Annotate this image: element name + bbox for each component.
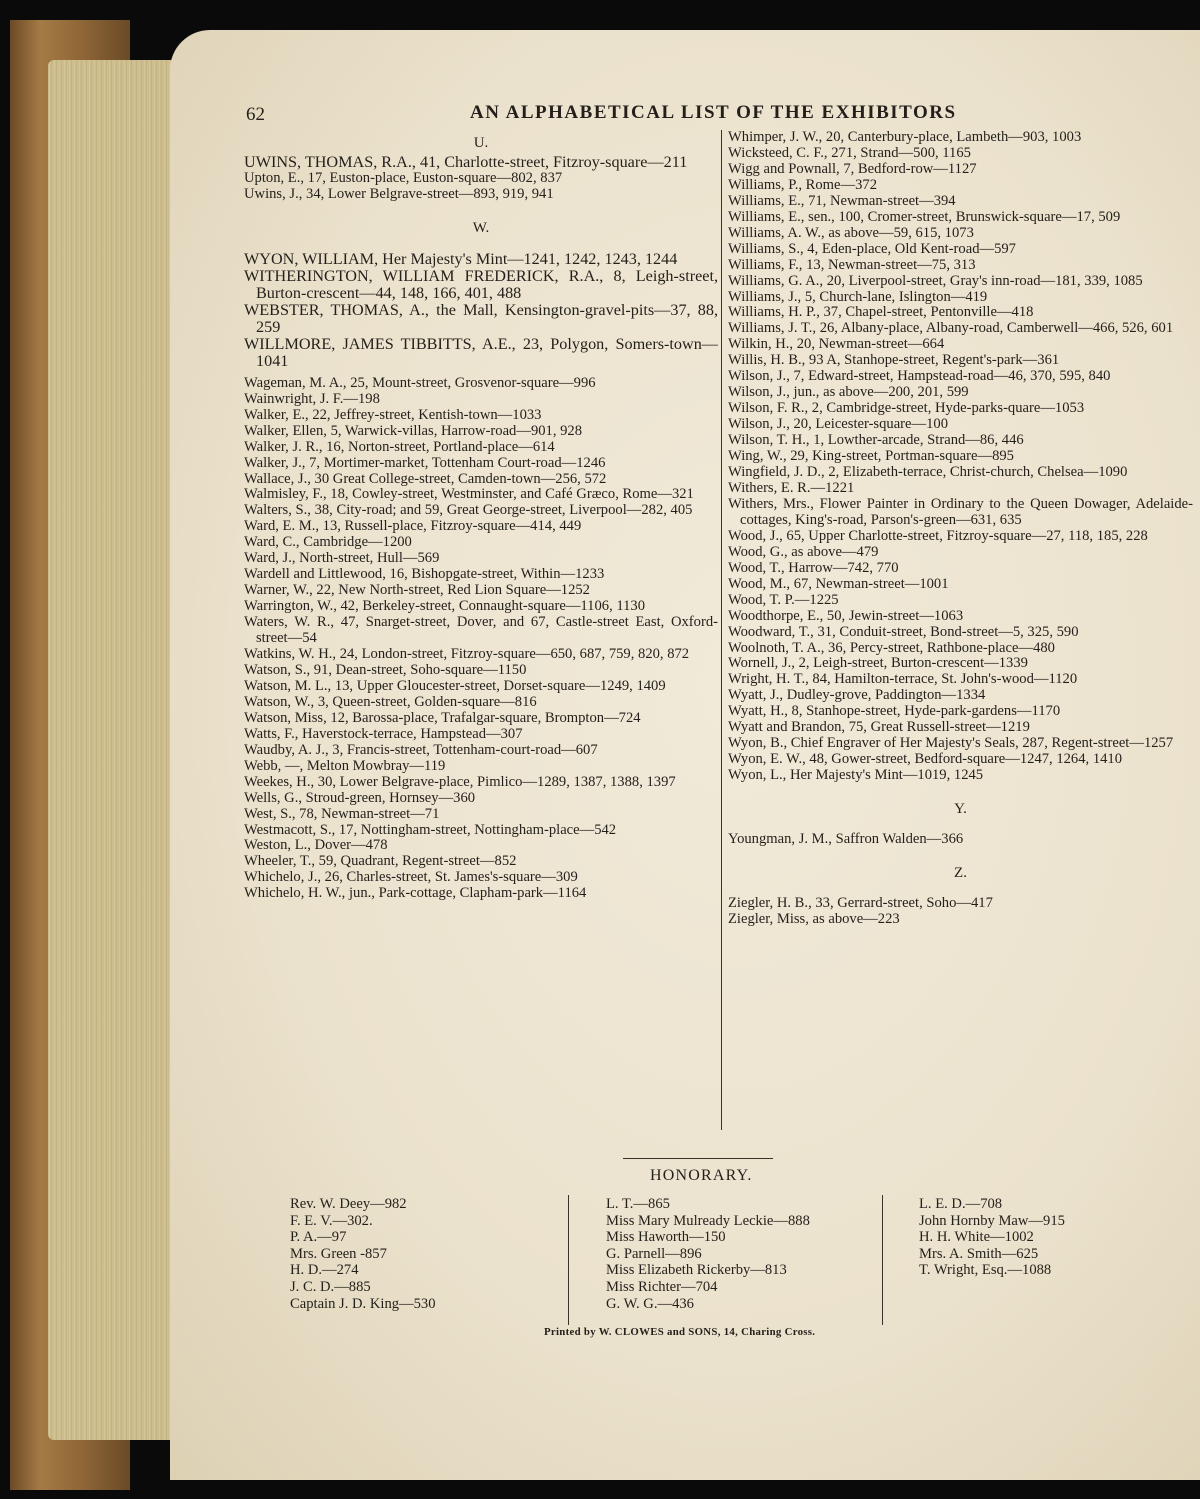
column-divider [721,130,722,1130]
exhibitor-entry: Wilkin, H., 20, Newman-street—664 [728,336,945,353]
exhibitor-entry: Walmisley, F., 18, Cowley-street, Westminster, and Café Græco, Rome—321 [244,486,694,503]
exhibitor-entry: Webb, —, Melton Mowbray—119 [244,757,446,774]
exhibitor-entry: Youngman, J. M., Saffron Walden—366 [728,831,964,848]
honorary-entry: Miss Mary Mulready Leckie—888 [606,1212,810,1229]
exhibitor-column-right [728,130,1193,928]
exhibitor-entry: Wells, G., Stroud-green, Hornsey—360 [244,789,476,806]
exhibitor-entry: Upton, E., 17, Euston-place, Euston-square—802, 837 [244,169,563,186]
exhibitor-entry: Wallace, J., 30 Great College-street, Camden-town—256, 572 [244,470,607,487]
exhibitor-entry: WYON, WILLIAM, Her Majesty's Mint—1241, 1242, 1243, 1244 [244,249,678,268]
exhibitor-entry: Wilson, J., 20, Leicester-square—100 [728,416,948,433]
exhibitor-entry: Wigg and Pownall, 7, Bedford-row—1127 [728,160,977,177]
exhibitor-entry: Wilson, F. R., 2, Cambridge-street, Hyde-parks-quare—1053 [728,400,1085,417]
exhibitor-entry: Weston, L., Dover—478 [244,837,388,854]
exhibitor-entry: Willis, H. B., 93 A, Stanhope-street, Regent's-park—361 [728,352,1060,369]
exhibitor-entry: WEBSTER, THOMAS, A., the Mall, Kensington-gravel-pits—37, 88, 259 [244,300,718,336]
honorary-divider [882,1195,883,1325]
exhibitor-entry: Wyon, L., Her Majesty's Mint—1019, 1245 [728,767,984,784]
honorary-entry: H. D.—274 [290,1262,359,1279]
honorary-entry: T. Wright, Esq.—1088 [919,1262,1052,1279]
exhibitor-entry: Ward, J., North-street, Hull—569 [244,550,440,567]
exhibitor-entry: Westmacott, S., 17, Nottingham-street, Nottingham-place—542 [244,821,617,838]
exhibitor-entry: Wood, G., as above—479 [728,543,879,560]
honorary-column-1 [290,1196,436,1312]
exhibitor-entry: Wilson, J., 7, Edward-street, Hampstead-road—46, 370, 595, 840 [728,368,1111,385]
exhibitor-entry: Uwins, J., 34, Lower Belgrave-street—893, 919, 941 [244,185,554,202]
exhibitor-entry: Withers, Mrs., Flower Painter in Ordinary to the Queen Dowager, Adelaide-cottages, King's-road, Parson's-green—631, 635 [728,495,1193,528]
exhibitor-entry: Walker, J. R., 16, Norton-street, Portland-place—614 [244,438,555,455]
exhibitor-entry: Wornell, J., 2, Leigh-street, Burton-crescent—1339 [728,655,1028,672]
section-letter: Z. [954,864,967,881]
exhibitor-entry: Walker, J., 7, Mortimer-market, Tottenham Court-road—1246 [244,454,606,471]
exhibitor-entry: WITHERINGTON, WILLIAM FREDERICK, R.A., 8, Leigh-street, Burton-crescent—44, 148, 166, 401, 488 [244,266,718,302]
exhibitor-entry: Wageman, M. A., 25, Mount-street, Grosvenor-square—996 [244,374,596,391]
honorary-entry: L. T.—865 [606,1196,670,1212]
exhibitor-entry: Whimper, J. W., 20, Canterbury-place, Lambeth—903, 1003 [728,129,1082,145]
honorary-title: HONORARY. [650,1167,753,1184]
exhibitor-entry: WILLMORE, JAMES TIBBITTS, A.E., 23, Polygon, Somers-town—1041 [244,334,718,370]
honorary-entry: Miss Elizabeth Rickerby—813 [606,1262,787,1279]
exhibitor-entry: Williams, P., Rome—372 [728,176,878,193]
exhibitor-entry: UWINS, THOMAS, R.A., 41, Charlotte-street, Fitzroy-square—211 [244,152,688,171]
exhibitor-entry: Ward, C., Cambridge—1200 [244,534,412,551]
exhibitor-entry: Woodward, T., 31, Conduit-street, Bond-street—5, 325, 590 [728,623,1079,640]
exhibitor-entry: Ziegler, H. B., 33, Gerrard-street, Soho—417 [728,894,993,911]
honorary-entry: Miss Haworth—150 [606,1229,726,1246]
exhibitor-entry: Williams, H. P., 37, Chapel-street, Pentonville—418 [728,304,1034,321]
exhibitor-entry: Withers, E. R.—1221 [728,479,855,496]
exhibitor-entry: Williams, F., 13, Newman-street—75, 313 [728,256,976,273]
exhibitor-entry: Williams, A. W., as above—59, 615, 1073 [728,224,974,241]
exhibitor-entry: Warrington, W., 42, Berkeley-street, Connaught-square—1106, 1130 [244,598,646,615]
exhibitor-entry: Walker, E., 22, Jeffrey-street, Kentish-town—1033 [244,406,542,423]
honorary-entry: G. W. G.—436 [606,1295,694,1312]
exhibitor-entry: Wyatt and Brandon, 75, Great Russell-street—1219 [728,719,1030,736]
exhibitor-entry: Wyatt, H., 8, Stanhope-street, Hyde-park-gardens—1170 [728,703,1061,720]
exhibitor-entry: Whichelo, H. W., jun., Park-cottage, Clapham-park—1164 [244,885,587,902]
honorary-entry: Captain J. D. King—530 [290,1295,436,1312]
exhibitor-entry: Wyatt, J., Dudley-grove, Paddington—1334 [728,687,986,704]
exhibitor-entry: West, S., 78, Newman-street—71 [244,805,440,822]
exhibitor-entry: Watson, Miss, 12, Barossa-place, Trafalgar-square, Brompton—724 [244,709,641,726]
honorary-entry: F. E. V.—302. [290,1212,373,1229]
exhibitor-entry: Ward, E. M., 13, Russell-place, Fitzroy-square—414, 449 [244,518,582,535]
exhibitor-entry: Williams, E., 71, Newman-street—394 [728,192,956,209]
exhibitor-entry: Wood, T., Harrow—742, 770 [728,559,899,576]
exhibitor-entry: Wheeler, T., 59, Quadrant, Regent-street—852 [244,853,517,870]
exhibitor-entry: Watson, M. L., 13, Upper Gloucester-street, Dorset-square—1249, 1409 [244,677,666,694]
exhibitor-entry: Wilson, T. H., 1, Lowther-arcade, Strand—86, 446 [728,432,1024,449]
exhibitor-entry: Waudby, A. J., 3, Francis-street, Tottenham-court-road—607 [244,741,598,758]
honorary-column-3 [919,1196,1065,1279]
exhibitor-entry: Wyon, B., Chief Engraver of Her Majesty's Seals, 287, Regent-street—1257 [728,735,1174,752]
section-letter: W. [472,219,490,236]
exhibitor-entry: Wicksteed, C. F., 271, Strand—500, 1165 [728,144,971,161]
honorary-entry: Miss Richter—704 [606,1278,718,1295]
exhibitor-entry: Williams, E., sen., 100, Cromer-street, Brunswick-square—17, 509 [728,208,1121,225]
honorary-divider [568,1195,569,1325]
exhibitor-entry: Wood, M., 67, Newman-street—1001 [728,575,949,592]
exhibitor-entry: Woolnoth, T. A., 36, Percy-street, Rathbone-place—480 [728,639,1055,656]
exhibitor-entry: Wing, W., 29, King-street, Portman-square—895 [728,448,1014,465]
exhibitor-entry: Williams, G. A., 20, Liverpool-street, Gray's inn-road—181, 339, 1085 [728,272,1143,289]
exhibitor-entry: Warner, W., 22, New North-street, Red Lion Square—1252 [244,582,590,599]
exhibitor-entry: Walker, Ellen, 5, Warwick-villas, Harrow-road—901, 928 [244,422,583,439]
exhibitor-entry: Wilson, J., jun., as above—200, 201, 599 [728,384,969,401]
exhibitor-entry: Whichelo, J., 26, Charles-street, St. James's-square—309 [244,869,578,886]
honorary-rule [623,1158,773,1159]
exhibitor-entry: Wood, J., 65, Upper Charlotte-street, Fitzroy-square—27, 118, 185, 228 [728,527,1148,544]
exhibitor-entry: Walters, S., 38, City-road; and 59, Great George-street, Liverpool—282, 405 [244,502,693,519]
exhibitor-entry: Woodthorpe, E., 50, Jewin-street—1063 [728,607,964,624]
exhibitor-entry: Williams, S., 4, Eden-place, Old Kent-road—597 [728,240,1016,257]
honorary-entry: G. Parnell—896 [606,1245,702,1262]
exhibitor-entry: Wright, H. T., 84, Hamilton-terrace, St. John's-wood—1120 [728,671,1078,688]
exhibitor-column-left [244,134,718,902]
exhibitor-entry: Ziegler, Miss, as above—223 [728,910,900,927]
exhibitor-entry: Watkins, W. H., 24, London-street, Fitzroy-square—650, 687, 759, 820, 872 [244,646,690,663]
honorary-entry: John Hornby Maw—915 [919,1212,1065,1229]
page-number: 62 [246,104,265,125]
exhibitor-entry: Watts, F., Haverstock-terrace, Hampstead—307 [244,725,523,742]
exhibitor-entry: Williams, J. T., 26, Albany-place, Albany-road, Camberwell—466, 526, 601 [728,320,1174,337]
exhibitor-entry: Weekes, H., 30, Lower Belgrave-place, Pimlico—1289, 1387, 1388, 1397 [244,773,676,790]
exhibitor-entry: Watson, S., 91, Dean-street, Soho-square—1150 [244,661,527,678]
section-letter: U. [473,135,489,151]
exhibitor-entry: Waters, W. R., 47, Snarget-street, Dover, and 67, Castle-street East, Oxford-street—54 [244,614,718,647]
exhibitor-entry: Wainwright, J. F.—198 [244,390,380,407]
honorary-entry: Mrs. A. Smith—625 [919,1245,1039,1262]
exhibitor-entry: Wardell and Littlewood, 16, Bishopgate-street, Within—1233 [244,566,605,583]
honorary-entry: P. A.—97 [290,1229,347,1246]
exhibitor-entry: Watson, W., 3, Queen-street, Golden-square—816 [244,693,537,710]
honorary-column-2 [606,1196,810,1312]
running-head: AN ALPHABETICAL LIST OF THE EXHIBITORS [470,102,957,123]
honorary-entry: J. C. D.—885 [290,1278,371,1295]
honorary-entry: Rev. W. Deey—982 [290,1196,407,1212]
exhibitor-entry: Wood, T. P.—1225 [728,591,839,608]
exhibitor-entry: Wingfield, J. D., 2, Elizabeth-terrace, Christ-church, Chelsea—1090 [728,464,1128,481]
honorary-entry: Mrs. Green -857 [290,1245,387,1262]
exhibitor-entry: Williams, J., 5, Church-lane, Islington—419 [728,288,988,305]
honorary-entry: H. H. White—1002 [919,1229,1034,1246]
printer-imprint: Printed by W. CLOWES and SONS, 14, Charing Cross. [544,1326,816,1338]
section-letter: Y. [954,801,967,818]
honorary-entry: L. E. D.—708 [919,1196,1003,1212]
exhibitor-entry: Wyon, E. W., 48, Gower-street, Bedford-square—1247, 1264, 1410 [728,751,1123,768]
